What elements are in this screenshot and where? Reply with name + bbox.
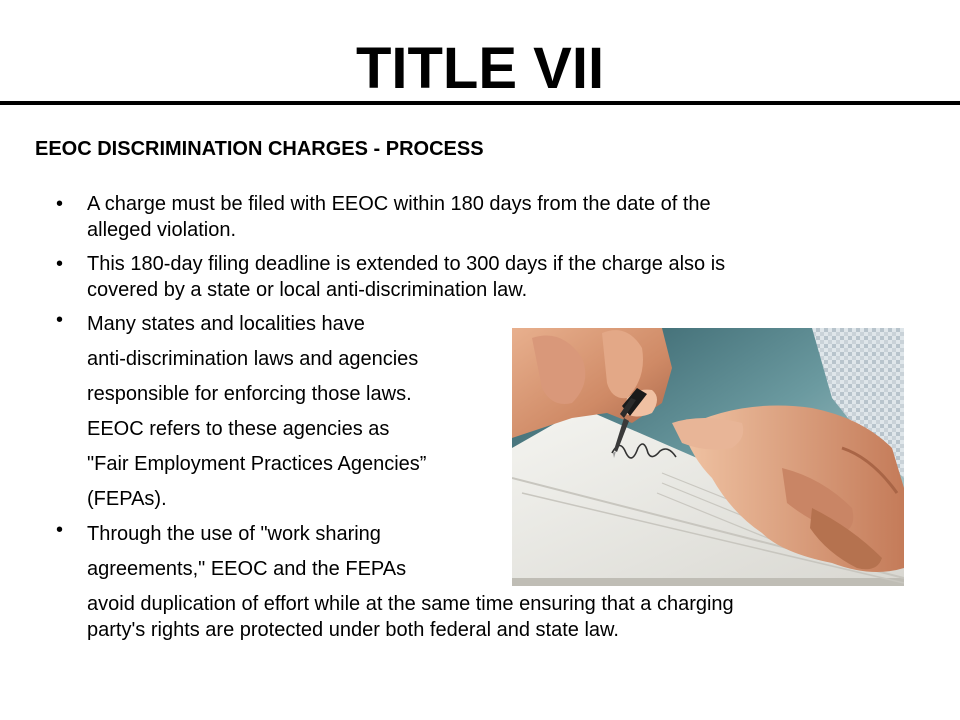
bullet-line: covered by a state or local anti-discrimination law. [87,279,528,301]
bullet-line: alleged violation. [87,219,236,241]
bullet-line: avoid duplication of effort while at the same time ensuring that a charging [87,593,734,615]
bullet-line: party's rights are protected under both federal and state law. [87,619,619,641]
section-subheading: EEOC DISCRIMINATION CHARGES - PROCESS [35,138,484,160]
bullet-dot: • [56,253,64,275]
bullet-item [52,251,882,303]
slide-title: TITLE VII [355,36,605,101]
bullet-dot: • [56,519,64,541]
bullet-item [52,191,882,243]
hand-signing-document-photo [512,328,904,586]
bullet-line: agreements," EEOC and the FEPAs [87,558,407,580]
bullet-line: Many states and localities have [87,313,365,335]
bullet-line: A charge must be filed with EEOC within 180 days from the date of the [87,193,711,215]
bullet-line: responsible for enforcing those laws. [87,383,412,405]
bullet-line: "Fair Employment Practices Agencies” [87,453,427,475]
bullet-dot: • [56,193,64,215]
title-underline [0,101,960,105]
bullet-dot: • [56,309,64,331]
bullet-line: anti-discrimination laws and agencies [87,348,419,370]
bullet-line: (FEPAs). [87,488,167,510]
bullet-line: Through the use of "work sharing [87,523,381,545]
bullet-line: This 180-day filing deadline is extended to 300 days if the charge also is [87,253,726,275]
bullet-line: EEOC refers to these agencies as [87,418,390,440]
